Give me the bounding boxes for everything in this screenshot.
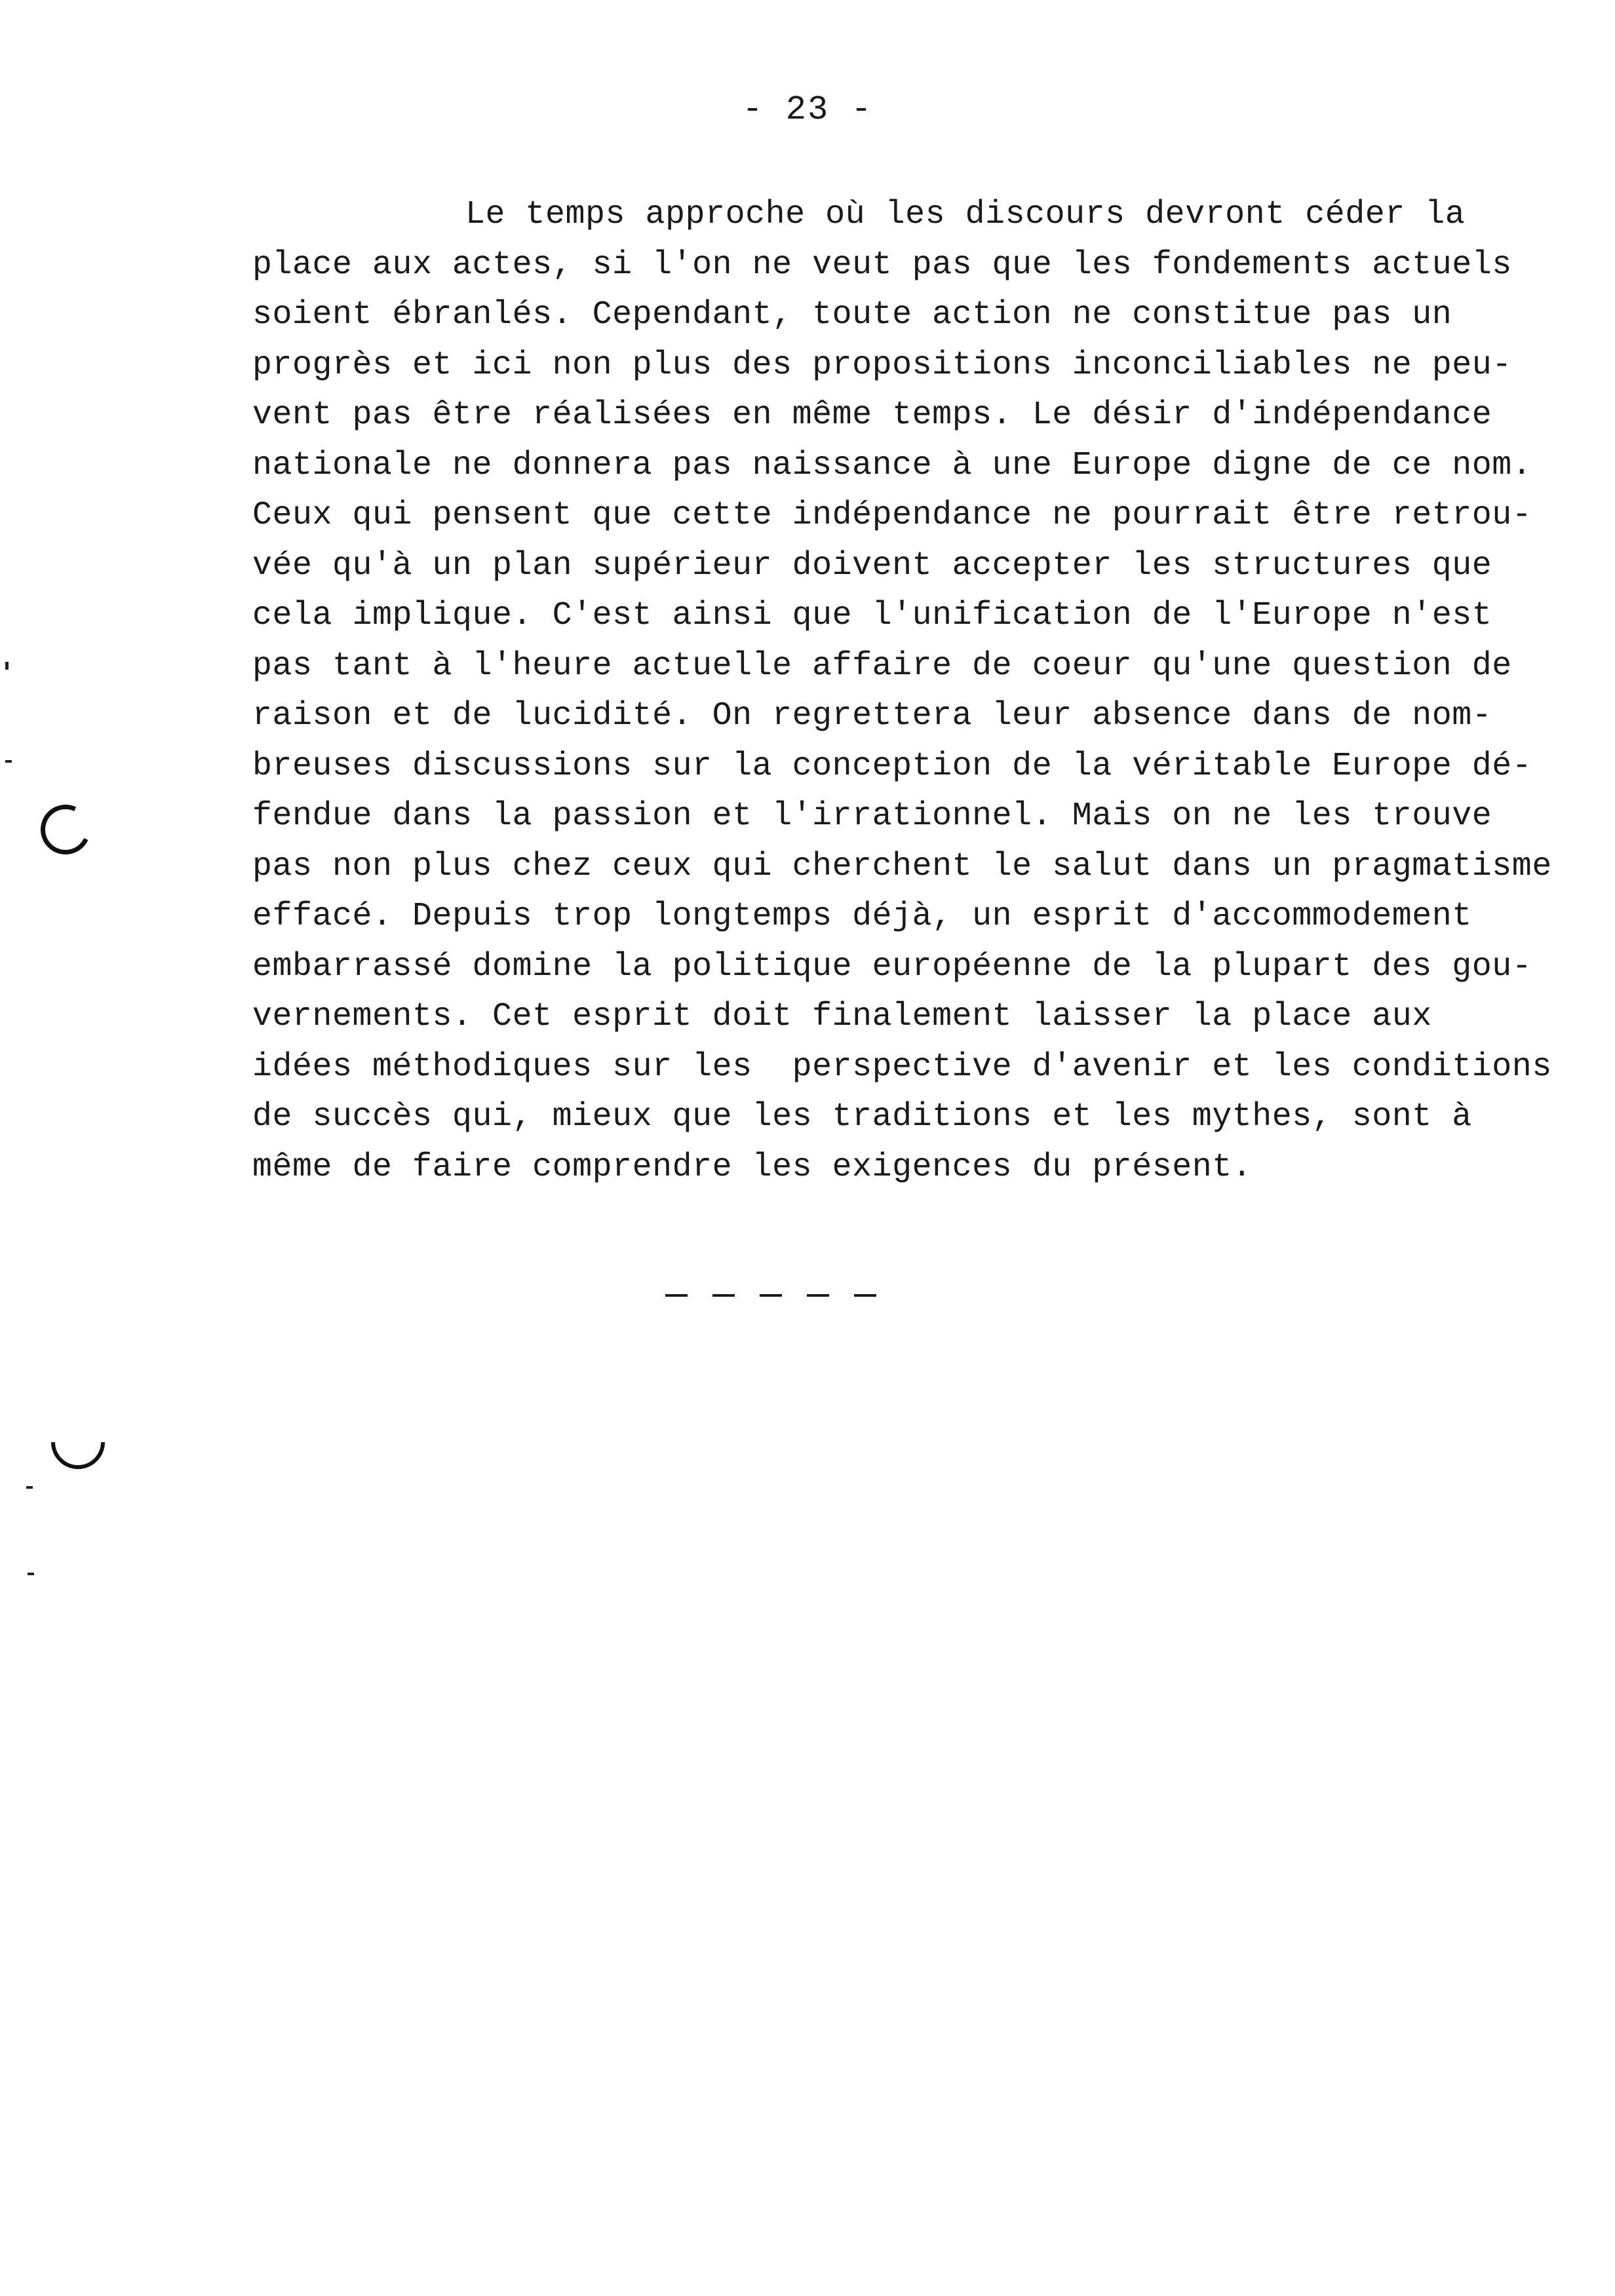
paragraph-line: nationale ne donnera pas naissance à une Europe digne de ce nom. bbox=[252, 446, 1532, 484]
separator-dash bbox=[712, 1294, 735, 1297]
punch-hole-mark bbox=[33, 797, 97, 861]
paragraph-line: Ceux qui pensent que cette indépendance ne pourrait être retrou- bbox=[252, 497, 1532, 534]
paragraph-line: fendue dans la passion et l'irrationnel. Mais on ne les trouve bbox=[252, 797, 1492, 835]
margin-mark bbox=[26, 1486, 33, 1489]
paragraph-line: progrès et ici non plus des propositions inconciliables ne peu- bbox=[252, 346, 1512, 384]
separator-dash bbox=[854, 1294, 876, 1297]
separator-dash bbox=[807, 1294, 829, 1297]
paragraph-line: cela implique. C'est ainsi que l'unification de l'Europe n'est bbox=[252, 597, 1492, 634]
paragraph-line: breuses discussions sur la conception de la véritable Europe dé- bbox=[252, 747, 1532, 785]
paragraph-line: de succès qui, mieux que les traditions et les mythes, sont à bbox=[252, 1098, 1472, 1136]
separator-dash bbox=[665, 1294, 688, 1297]
paragraph-line: même de faire comprendre les exigences du présent. bbox=[252, 1148, 1253, 1186]
paragraph-line: soient ébranlés. Cependant, toute action ne constitue pas un bbox=[252, 296, 1452, 334]
margin-mark bbox=[5, 760, 12, 763]
separator-dash bbox=[760, 1294, 782, 1297]
paragraph-line: idées méthodiques sur les perspective d'avenir et les conditions bbox=[252, 1048, 1552, 1086]
section-separator bbox=[665, 1281, 927, 1307]
body-paragraph bbox=[252, 190, 1550, 1193]
page-number: - 23 - bbox=[742, 90, 873, 129]
paragraph-line: effacé. Depuis trop longtemps déjà, un esprit d'accommodement bbox=[252, 898, 1472, 935]
paragraph-line: Le temps approche où les discours devront céder la bbox=[465, 196, 1466, 233]
paragraph-line: place aux actes, si l'on ne veut pas que les fondements actuels bbox=[252, 246, 1512, 284]
paragraph-line: pas non plus chez ceux qui cherchent le salut dans un pragmatisme bbox=[252, 847, 1552, 885]
paragraph-line: vée qu'à un plan supérieur doivent accepter les structures que bbox=[252, 546, 1492, 584]
paragraph-line: vernements. Cet esprit doit finalement laisser la place aux bbox=[252, 998, 1432, 1035]
paragraph-line: raison et de lucidité. On regrettera leur absence dans de nom- bbox=[252, 697, 1492, 735]
paragraph-line: pas tant à l'heure actuelle affaire de coeur qu'une question de bbox=[252, 647, 1512, 685]
margin-mark bbox=[28, 1573, 34, 1575]
paragraph-line: embarrassé domine la politique européenne de la plupart des gou- bbox=[252, 947, 1532, 985]
paragraph-line: vent pas être réalisées en même temps. Le désir d'indépendance bbox=[252, 396, 1492, 434]
punch-hole-mark bbox=[40, 1404, 116, 1480]
margin-mark bbox=[5, 662, 9, 670]
